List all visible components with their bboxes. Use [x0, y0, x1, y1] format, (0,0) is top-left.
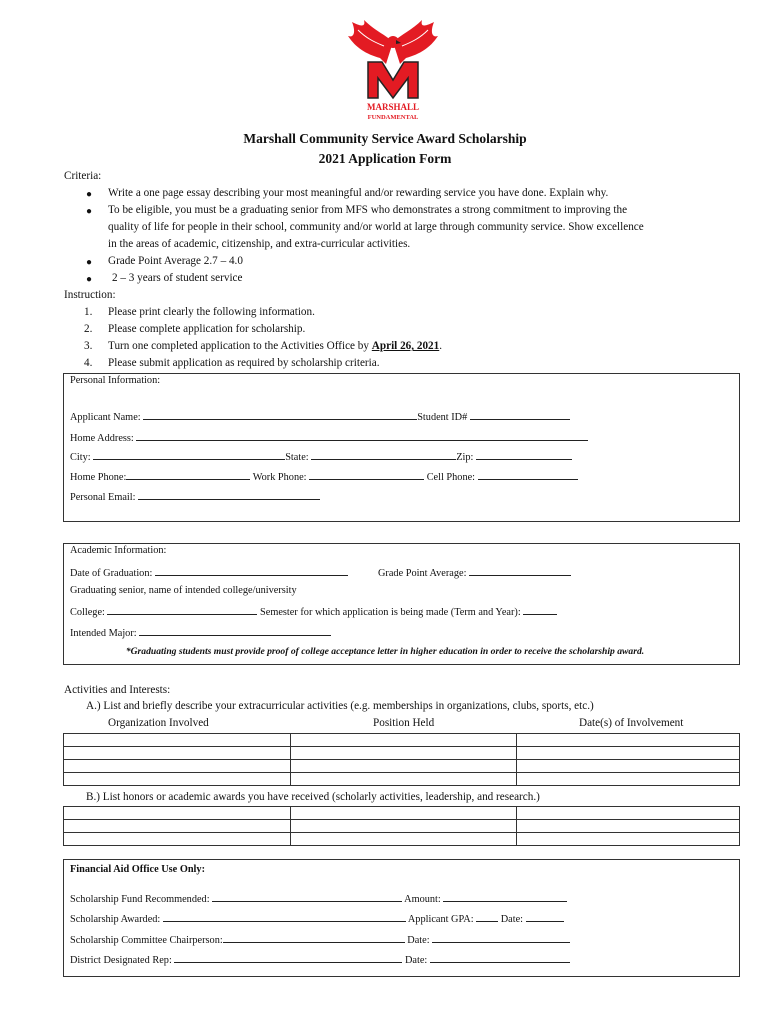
date-label: Date: [500, 914, 526, 925]
financial-aid-heading: Financial Aid Office Use Only: [70, 864, 206, 875]
district-label: District Designated Rep: [70, 955, 175, 966]
table-cell[interactable] [291, 747, 517, 760]
fund-recommended-field[interactable] [70, 891, 567, 905]
criteria-item: To be eligible, you must be a graduating senior from MFS who demonstrates a strong commitment to improving the [108, 204, 628, 216]
col-position: Position Held [373, 717, 435, 729]
table-cell[interactable] [64, 734, 291, 747]
table-cell[interactable] [291, 773, 517, 786]
criteria-item-continued: quality of life for people in their school, community and/or world at large through community service. Show excellence [108, 221, 644, 233]
chairperson-field[interactable] [70, 932, 570, 946]
instruction-item: Please complete application for scholarship. [108, 323, 306, 335]
logo-line2: FUNDAMENTAL [367, 114, 419, 121]
city-label: City: [70, 452, 94, 463]
criteria-item-continued: in the areas of academic, citizenship, and extra-curricular activities. [108, 238, 411, 250]
instruction-item: Please print clearly the following information. [108, 306, 315, 318]
eagle-m-logo-icon [344, 12, 442, 124]
table-cell[interactable] [64, 773, 291, 786]
criteria-item: Write a one page essay describing your most meaningful and/or rewarding service you have done. Explain why. [108, 187, 609, 199]
col-dates: Date(s) of Involvement [579, 717, 684, 729]
table-cell[interactable] [291, 820, 517, 833]
home-address-label: Home Address: [70, 433, 137, 444]
personal-info-heading: Personal Information: [70, 375, 161, 386]
form-title: Marshall Community Service Award Scholarship [243, 131, 527, 146]
instruction-item: Please submit application as required by scholarship criteria. [108, 357, 380, 369]
major-field[interactable] [70, 625, 331, 639]
amount-label: Amount: [404, 894, 444, 905]
applicant-gpa-label: Applicant GPA: [407, 914, 477, 925]
gpa-label: Grade Point Average: [378, 568, 470, 579]
table-cell[interactable] [291, 734, 517, 747]
table-cell[interactable] [517, 833, 740, 846]
email-field[interactable] [70, 489, 320, 503]
table-cell[interactable] [517, 760, 740, 773]
table-cell[interactable] [64, 820, 291, 833]
criteria-item: 2 – 3 years of student service [112, 272, 243, 284]
activities-part-a: A.) List and briefly describe your extracurricular activities (e.g. memberships in organizations, clubs, sports, etc.) [86, 700, 594, 712]
state-label: State: [285, 452, 312, 463]
table-cell[interactable] [291, 833, 517, 846]
table-row [64, 747, 740, 760]
honors-table [63, 806, 740, 846]
list-number: 1. [84, 306, 93, 318]
bullet: ● [86, 206, 93, 217]
semester-label: Semester for which application is being made (Term and Year): [260, 607, 524, 618]
instruction-item [108, 340, 442, 352]
gpa-field[interactable] [378, 565, 571, 579]
table-cell[interactable] [291, 807, 517, 820]
cell-phone-label: Cell Phone: [426, 472, 478, 483]
graduation-date-field[interactable] [70, 565, 348, 579]
table-cell[interactable] [64, 747, 291, 760]
form-subtitle: 2021 Application Form [318, 151, 452, 166]
chair-label: Scholarship Committee Chairperson: [70, 935, 223, 946]
zip-label: Zip: [456, 452, 476, 463]
acceptance-note: *Graduating students must provide proof of college acceptance letter in higher education in order to receive the scholarship award. [125, 646, 645, 657]
student-id-label: Student ID# [417, 412, 470, 423]
graduation-date-label: Date of Graduation: [70, 568, 155, 579]
col-organization: Organization Involved [108, 717, 209, 729]
applicant-name-label: Applicant Name: [70, 412, 144, 423]
instruction-item-text: Turn one completed application to the Activities Office by [108, 340, 372, 352]
grad-senior-label: Graduating senior, name of intended college/university [70, 585, 297, 596]
major-label: Intended Major: [70, 628, 140, 639]
instruction-heading: Instruction: [64, 289, 116, 301]
table-row [64, 833, 740, 846]
email-label: Personal Email: [70, 492, 139, 503]
table-cell[interactable] [517, 773, 740, 786]
activities-table [63, 733, 740, 786]
date-label: Date: [407, 935, 433, 946]
logo-line1: MARSHALL [366, 102, 420, 112]
deadline-date: April 26, 2021 [371, 340, 440, 352]
criteria-item: Grade Point Average 2.7 – 4.0 [108, 255, 243, 267]
college-field[interactable] [70, 604, 557, 618]
table-cell[interactable] [291, 760, 517, 773]
activities-part-b: B.) List honors or academic awards you have received (scholarly activities, leadership, and research.) [86, 791, 540, 803]
fund-label: Scholarship Fund Recommended: [70, 894, 213, 905]
city-state-zip-field[interactable] [70, 449, 572, 463]
table-cell[interactable] [64, 807, 291, 820]
applicant-name-field[interactable] [70, 409, 570, 423]
table-row [64, 760, 740, 773]
college-label: College: [70, 607, 108, 618]
bullet: ● [86, 189, 93, 200]
table-row [64, 773, 740, 786]
table-cell[interactable] [517, 747, 740, 760]
bullet: ● [86, 257, 93, 268]
home-address-field[interactable] [70, 430, 588, 444]
awarded-label: Scholarship Awarded: [70, 914, 163, 925]
date-label: Date: [404, 955, 430, 966]
table-cell[interactable] [64, 760, 291, 773]
list-number: 4. [84, 357, 93, 369]
table-row [64, 807, 740, 820]
deadline-period: . [439, 340, 443, 352]
home-phone-label: Home Phone: [70, 472, 127, 483]
district-rep-field[interactable] [70, 952, 570, 966]
table-cell[interactable] [517, 807, 740, 820]
table-row [64, 734, 740, 747]
activities-heading: Activities and Interests: [64, 684, 171, 696]
bullet: ● [86, 274, 93, 285]
table-cell[interactable] [517, 734, 740, 747]
list-number: 2. [84, 323, 93, 335]
criteria-heading: Criteria: [64, 170, 102, 182]
academic-info-heading: Academic Information: [70, 545, 167, 556]
table-row [64, 820, 740, 833]
work-phone-label: Work Phone: [252, 472, 310, 483]
list-number: 3. [84, 340, 93, 352]
phones-field[interactable] [70, 469, 578, 483]
table-cell[interactable] [64, 833, 291, 846]
table-cell[interactable] [517, 820, 740, 833]
scholarship-awarded-field[interactable] [70, 911, 564, 925]
